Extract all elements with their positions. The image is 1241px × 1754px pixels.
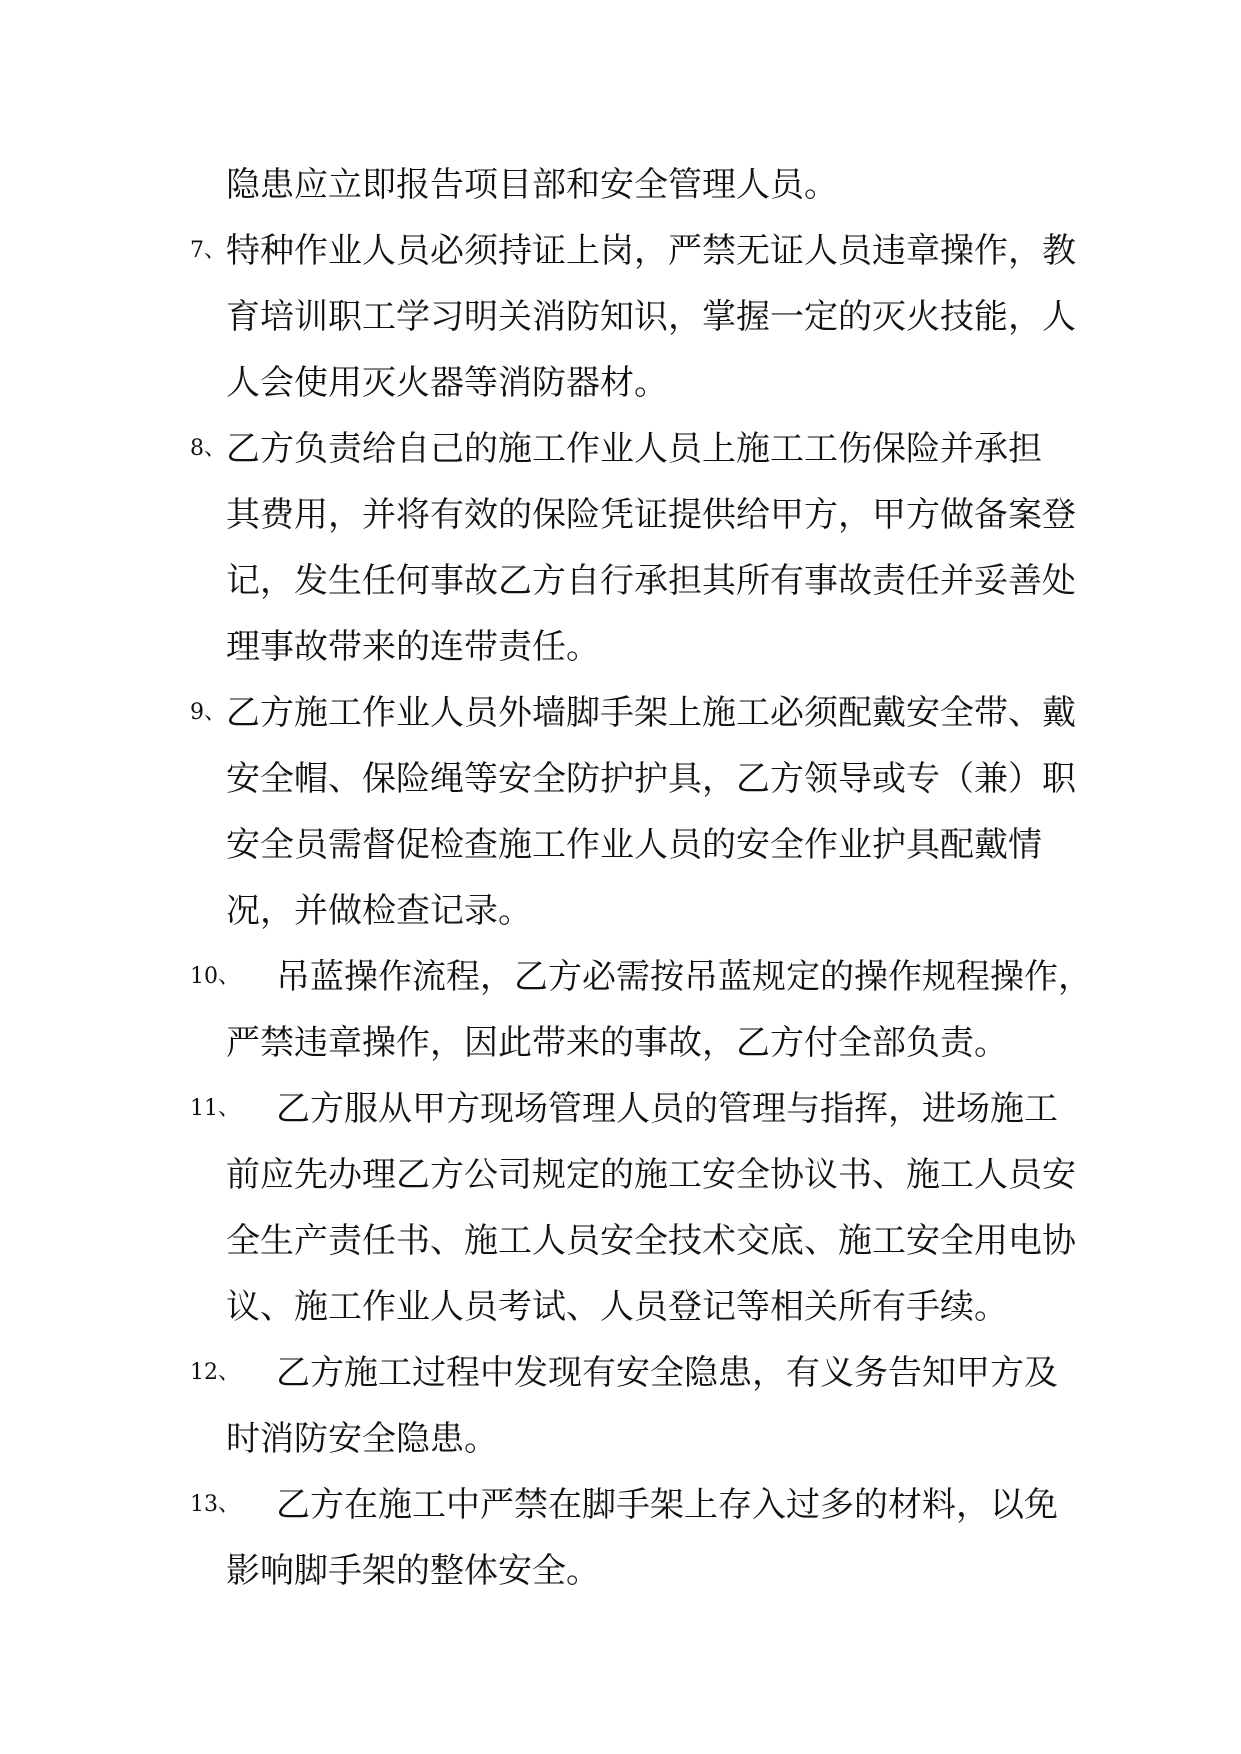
item-number: 11、 [190, 1096, 240, 1121]
list-item-10 [0, 944, 1241, 1076]
paragraph-line: 乙方施工作业人员外墙脚手架上施工必须配戴安全带、戴 [226, 693, 1076, 733]
list-item-9 [0, 680, 1241, 944]
item-number: 12、 [190, 1360, 240, 1385]
item-number: 7、 [190, 238, 226, 263]
paragraph-line: 全生产责任书、施工人员安全技术交底、施工安全用电协 [226, 1221, 1076, 1261]
list-item-11 [0, 1076, 1241, 1340]
paragraph-line: 记，发生任何事故乙方自行承担其所有事故责任并妥善处 [226, 561, 1076, 601]
paragraph-line: 隐患应立即报告项目部和安全管理人员。 [226, 165, 838, 205]
paragraph-line: 乙方在施工中严禁在脚手架上存入过多的材料，以免 [276, 1485, 1058, 1525]
item-number: 8、 [190, 436, 226, 461]
paragraph-line: 特种作业人员必须持证上岗，严禁无证人员违章操作，教 [226, 231, 1076, 271]
paragraph-line: 安全帽、保险绳等安全防护护具，乙方领导或专（兼）职 [226, 759, 1076, 799]
paragraph-line: 影响脚手架的整体安全。 [226, 1551, 600, 1591]
item-number: 13、 [190, 1492, 240, 1517]
list-item-13 [0, 1472, 1241, 1604]
paragraph-line: 严禁违章操作，因此带来的事故，乙方付全部负责。 [226, 1023, 1008, 1063]
paragraph-line: 乙方施工过程中发现有安全隐患，有义务告知甲方及 [276, 1353, 1058, 1393]
paragraph-line: 安全员需督促检查施工作业人员的安全作业护具配戴情 [226, 825, 1042, 865]
item-number: 10、 [190, 964, 240, 989]
paragraph-line: 乙方负责给自己的施工作业人员上施工工伤保险并承担 [226, 429, 1042, 469]
list-item [0, 152, 1241, 218]
paragraph-line: 乙方服从甲方现场管理人员的管理与指挥，进场施工 [276, 1089, 1058, 1129]
paragraph-line: 议、施工作业人员考试、人员登记等相关所有手续。 [226, 1287, 1008, 1327]
list-item-7 [0, 218, 1241, 416]
list-item-12 [0, 1340, 1241, 1472]
paragraph-line: 理事故带来的连带责任。 [226, 627, 600, 667]
paragraph-line: 吊蓝操作流程，乙方必需按吊蓝规定的操作规程操作， [276, 957, 1092, 997]
paragraph-line: 人会使用灭火器等消防器材。 [226, 363, 668, 403]
paragraph-line: 其费用，并将有效的保险凭证提供给甲方，甲方做备案登 [226, 495, 1076, 535]
paragraph-line: 况，并做检查记录。 [226, 891, 532, 931]
list-item-8 [0, 416, 1241, 680]
paragraph-line: 育培训职工学习明关消防知识，掌握一定的灭火技能，人 [226, 297, 1076, 337]
paragraph-line: 前应先办理乙方公司规定的施工安全协议书、施工人员安 [226, 1155, 1076, 1195]
item-number: 9、 [190, 700, 226, 725]
paragraph-line: 时消防安全隐患。 [226, 1419, 498, 1459]
document-content [0, 152, 1241, 1604]
